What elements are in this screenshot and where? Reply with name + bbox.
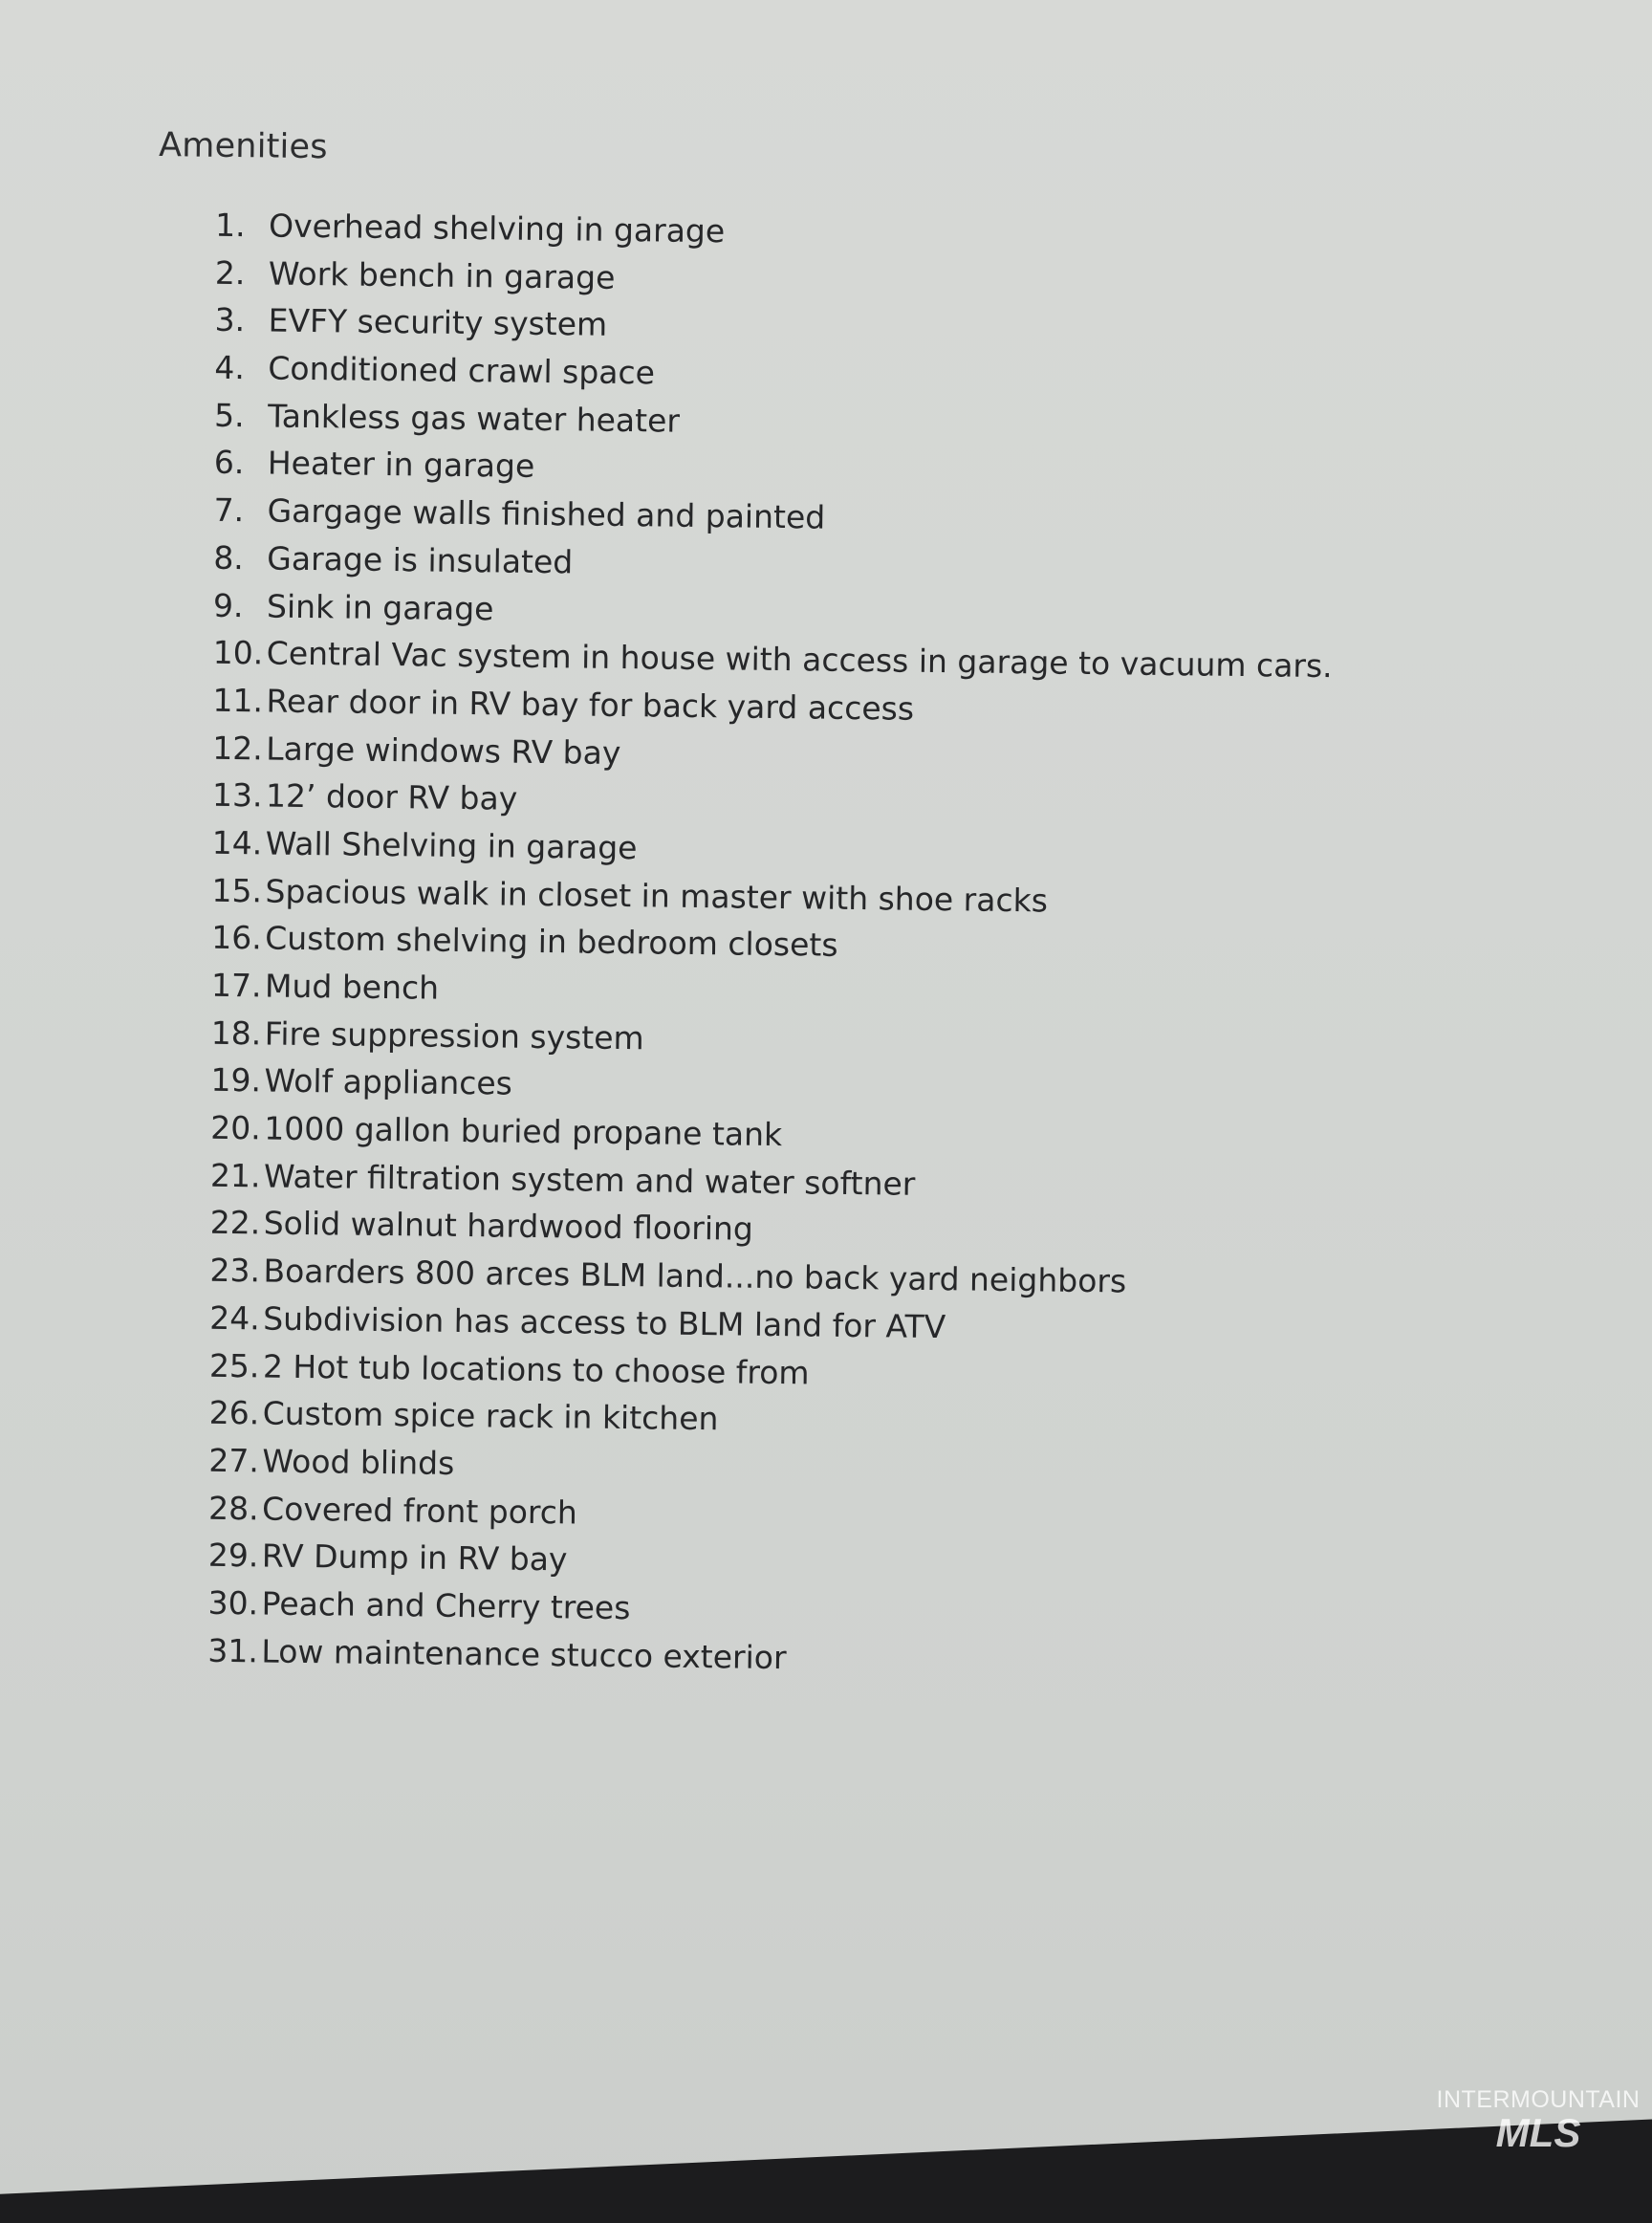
list-item-number: 16. bbox=[211, 919, 263, 957]
list-item-text: Tankless gas water heater bbox=[267, 397, 681, 440]
list-item-text: Spacious walk in closet in master with shoe racks bbox=[265, 872, 1049, 920]
list-item-number: 4. bbox=[214, 348, 246, 387]
list-item-text: Sink in garage bbox=[266, 586, 494, 627]
list-item-number: 31. bbox=[207, 1631, 259, 1670]
list-item-text: Wolf appliances bbox=[264, 1061, 513, 1103]
list-item-text: EVFY security system bbox=[268, 301, 608, 344]
list-item-number: 30. bbox=[207, 1583, 259, 1623]
list-item-text: Work bench in garage bbox=[268, 254, 616, 296]
list-item-number: 17. bbox=[210, 966, 262, 1005]
list-item-text: 2 Hot tub locations to choose from bbox=[262, 1346, 810, 1391]
list-item-text: Mud bench bbox=[264, 967, 440, 1007]
list-item-number: 5. bbox=[213, 396, 245, 434]
list-item-text: Water filtration system and water softner bbox=[263, 1157, 916, 1203]
list-item-text: Boarders 800 arces BLM land...no back yard neighbors bbox=[263, 1252, 1127, 1300]
list-item-text: 1000 gallon buried propane tank bbox=[264, 1109, 783, 1154]
list-item-number: 22. bbox=[209, 1204, 261, 1242]
list-item-number: 10. bbox=[212, 633, 264, 672]
list-item-text: RV Dump in RV bay bbox=[261, 1536, 568, 1579]
list-item-number: 1. bbox=[214, 206, 246, 245]
watermark-line2: MLS bbox=[1495, 2110, 1581, 2155]
list-item-text: Fire suppression system bbox=[264, 1014, 644, 1057]
list-item-number: 20. bbox=[210, 1108, 261, 1147]
list-item-text: Overhead shelving in garage bbox=[268, 207, 726, 251]
list-item-number: 9. bbox=[212, 586, 244, 624]
list-item-number: 13. bbox=[211, 776, 263, 815]
mls-watermark bbox=[1428, 2086, 1648, 2156]
watermark-line1: INTERMOUNTAIN bbox=[1436, 2086, 1641, 2113]
list-item-text: Peach and Cherry trees bbox=[261, 1584, 631, 1627]
list-item-text: Gargage walls finished and painted bbox=[267, 491, 826, 536]
list-item-number: 21. bbox=[209, 1156, 261, 1195]
list-item-number: 19. bbox=[210, 1061, 262, 1100]
list-item-number: 15. bbox=[211, 871, 263, 910]
list-item-text: Heater in garage bbox=[267, 444, 535, 486]
list-item-number: 14. bbox=[211, 823, 263, 862]
list-item-text: Custom spice rack in kitchen bbox=[262, 1394, 719, 1438]
list-item-text: Subdivision has access to BLM land for ATV bbox=[262, 1299, 946, 1345]
list-item-number: 24. bbox=[208, 1298, 260, 1338]
list-item-text: Garage is insulated bbox=[267, 539, 574, 581]
document-title: Amenities bbox=[158, 126, 328, 167]
list-item-number: 26. bbox=[208, 1393, 260, 1432]
list-item-number: 25. bbox=[208, 1346, 260, 1384]
list-item-text: Custom shelving in bedroom closets bbox=[265, 919, 838, 965]
list-item-number: 2. bbox=[214, 253, 246, 292]
list-item-number: 7. bbox=[213, 490, 245, 530]
list-item-text: Large windows RV bay bbox=[266, 730, 621, 772]
list-item-text: Low maintenance stucco exterior bbox=[261, 1632, 787, 1676]
list-item-number: 23. bbox=[209, 1251, 261, 1290]
list-item-number: 29. bbox=[207, 1536, 259, 1575]
list-item-text: Wall Shelving in garage bbox=[265, 824, 638, 867]
list-item-text: 12’ door RV bay bbox=[265, 776, 518, 817]
list-item-number: 8. bbox=[213, 538, 245, 577]
list-item-text: Covered front porch bbox=[261, 1490, 578, 1532]
list-item-number: 6. bbox=[213, 444, 245, 482]
list-item-number: 28. bbox=[207, 1489, 259, 1527]
list-item-text: Central Vac system in house with access in garage to vacuum cars. bbox=[266, 634, 1333, 686]
list-item-number: 27. bbox=[208, 1441, 260, 1480]
list-item-number: 18. bbox=[210, 1013, 262, 1053]
list-item-number: 12. bbox=[212, 729, 264, 767]
list-item-text: Rear door in RV bay for back yard access bbox=[266, 682, 915, 728]
list-item-text: Solid walnut hardwood flooring bbox=[263, 1204, 754, 1249]
list-item-number: 11. bbox=[212, 681, 264, 720]
amenities-list bbox=[198, 207, 1338, 1693]
list-item-number: 3. bbox=[214, 301, 246, 339]
list-item-text: Wood blinds bbox=[262, 1442, 455, 1482]
list-item-text: Conditioned crawl space bbox=[268, 349, 656, 392]
